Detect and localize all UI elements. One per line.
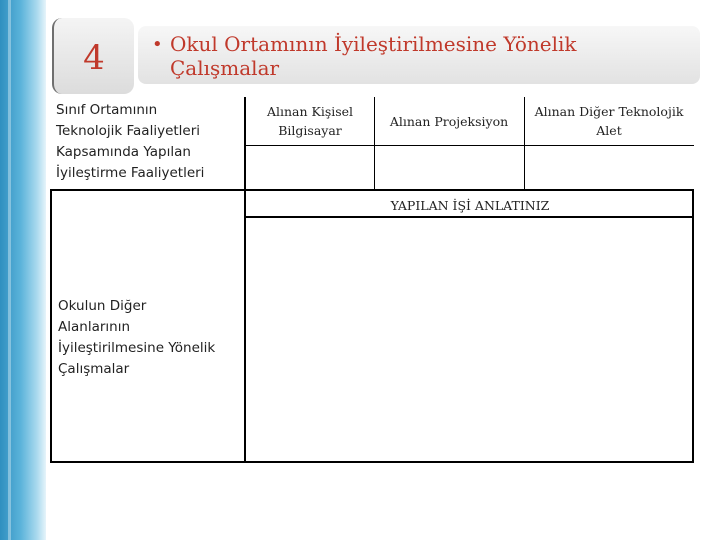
row2-label-line: Çalışmalar	[58, 361, 130, 377]
row2-label-cell	[58, 296, 246, 380]
grid-line	[524, 97, 525, 189]
slide-number: 4	[83, 38, 105, 78]
row1-label-line: Sınıf Ortamının	[56, 102, 158, 118]
header-cell-projector	[374, 112, 524, 131]
row2-label-line: İyileştirilmesine Yönelik	[58, 340, 216, 356]
grid-line	[50, 189, 694, 191]
row2-label	[58, 296, 246, 380]
header-projector	[374, 112, 524, 131]
slide-title-line1: Okul Ortamının İyileştirilmesine Yönelik	[170, 32, 577, 56]
describe-label: YAPILAN İŞİ ANLATINIZ	[390, 198, 550, 213]
grid-line	[50, 189, 52, 463]
title-bar	[138, 26, 700, 84]
describe-label-cell	[246, 196, 694, 215]
row2-label-line: Alanlarının	[58, 319, 131, 335]
header-cell-computer	[246, 102, 374, 140]
header-other-tech	[524, 102, 694, 140]
grid-line	[692, 189, 694, 463]
header-line: Alınan Kişisel	[266, 104, 354, 119]
decorative-side-stripe	[0, 0, 46, 540]
slide-number-tile	[52, 18, 134, 94]
grid-line	[374, 97, 375, 189]
header-computer	[246, 102, 374, 140]
row1-label-line: Kapsamında Yapılan	[56, 144, 191, 160]
header-line: Bilgisayar	[278, 123, 342, 138]
row1-label-line: İyileştirme Faaliyetleri	[56, 165, 205, 181]
row2-label-line: Okulun Diğer	[58, 298, 147, 314]
slide-title	[170, 32, 690, 80]
header-line: Alınan Projeksiyon	[389, 114, 509, 129]
header-line: Alet	[596, 123, 622, 138]
header-line: Alınan Diğer Teknolojik	[534, 104, 684, 119]
grid-line	[244, 216, 694, 218]
slide-title-line2: Çalışmalar	[170, 56, 280, 80]
header-cell-other-tech	[524, 102, 694, 140]
row1-label	[56, 100, 244, 184]
grid-line	[244, 145, 694, 146]
row1-label-cell	[56, 100, 244, 184]
grid-line	[244, 97, 246, 463]
grid-line	[50, 461, 694, 463]
bullet-icon: •	[152, 34, 163, 55]
row1-label-line: Teknolojik Faaliyetleri	[56, 123, 201, 139]
